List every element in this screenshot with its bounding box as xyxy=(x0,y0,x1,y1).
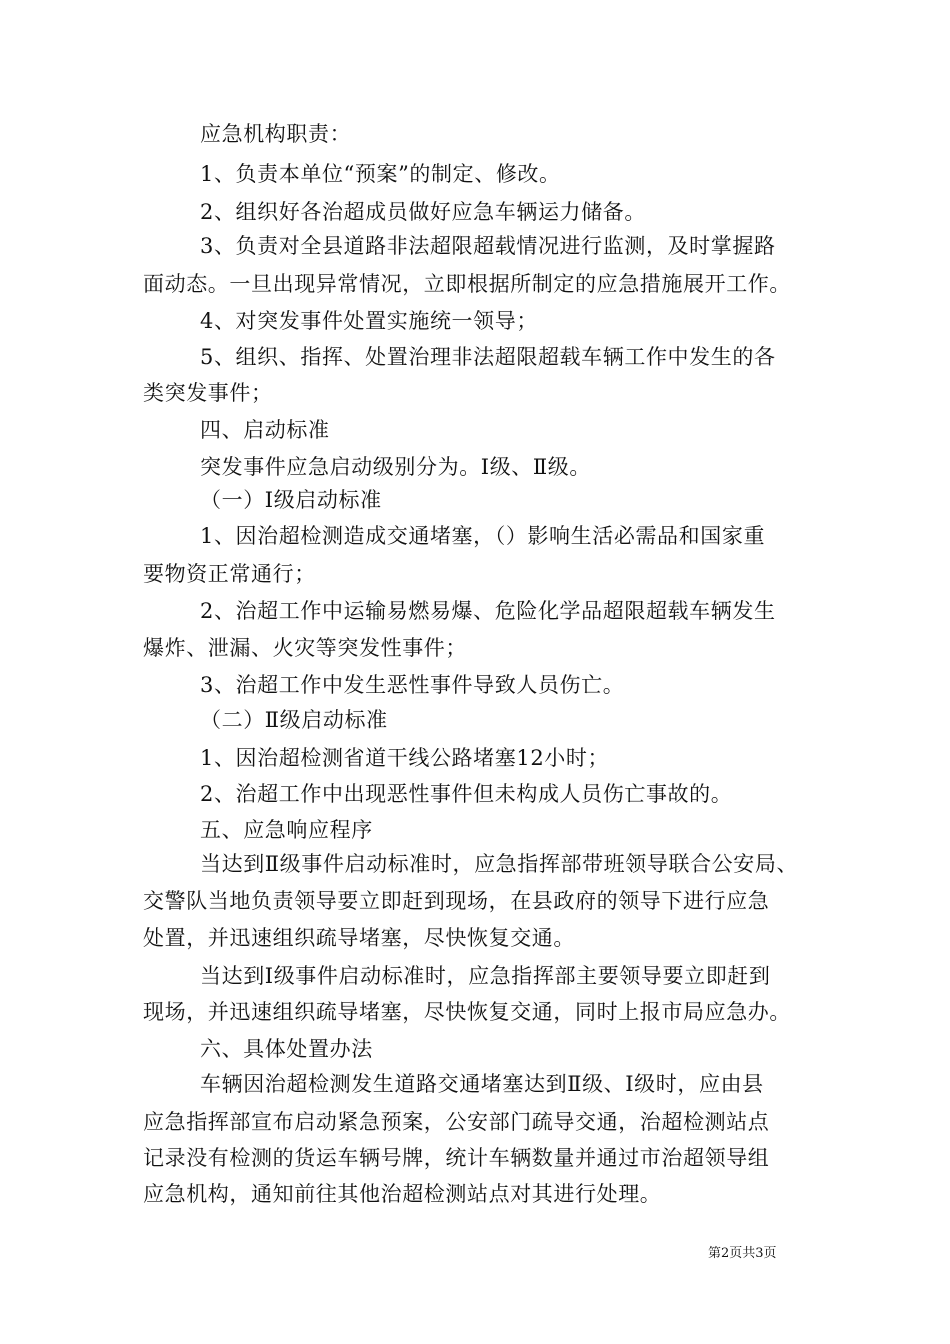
text-line-2: 1、负责本单位“预案”的制定、修改。 xyxy=(200,162,561,186)
text-line-7: 5、组织、指挥、处置治理非法超限超载车辆工作中发生的各 xyxy=(200,345,776,369)
text-line-28: 应急指挥部宣布启动紧急预案，公安部门疏导交通，治超检测站点 xyxy=(143,1110,770,1134)
text-line-1: 应急机构职责： xyxy=(200,122,352,146)
text-line-4: 3、负责对全县道路非法超限超载情况进行监测，及时掌握路 xyxy=(200,234,776,258)
text-line-26: 六、具体处置办法 xyxy=(200,1037,373,1061)
text-line-22: 交警队当地负责领导要立即赶到现场，在县政府的领导下进行应急 xyxy=(143,889,770,913)
text-line-15: 爆炸、泄漏、火灾等突发性事件； xyxy=(143,636,467,660)
text-line-17: （二）Ⅱ级启动标准 xyxy=(200,708,388,732)
text-line-24: 当达到Ⅰ级事件启动标准时，应急指挥部主要领导要立即赶到 xyxy=(200,964,771,988)
text-line-30: 应急机构，通知前往其他治超检测站点对其进行处理。 xyxy=(143,1182,662,1206)
page-number: 第2页共3页 xyxy=(708,1246,777,1261)
text-line-25: 现场，并迅速组织疏导堵塞，尽快恢复交通，同时上报市局应急办。 xyxy=(143,1000,791,1024)
text-line-3: 2、组织好各治超成员做好应急车辆运力储备。 xyxy=(200,200,646,224)
text-line-8: 类突发事件； xyxy=(143,381,273,405)
text-line-18: 1、因治超检测省道干线公路堵塞12小时； xyxy=(200,746,610,770)
text-line-19: 2、治超工作中出现恶性事件但未构成人员伤亡事故的。 xyxy=(200,782,733,806)
text-line-9: 四、启动标准 xyxy=(200,418,330,442)
text-line-11: （一）Ⅰ级启动标准 xyxy=(200,488,382,512)
text-line-5: 面动态。一旦出现异常情况，立即根据所制定的应急措施展开工作。 xyxy=(143,272,791,296)
text-line-20: 五、应急响应程序 xyxy=(200,818,373,842)
text-line-10: 突发事件应急启动级别分为。Ⅰ级、Ⅱ级。 xyxy=(200,455,591,479)
text-line-14: 2、治超工作中运输易燃易爆、危险化学品超限超载车辆发生 xyxy=(200,599,776,623)
text-line-16: 3、治超工作中发生恶性事件导致人员伤亡。 xyxy=(200,673,625,697)
text-line-13: 要物资正常通行； xyxy=(143,562,316,586)
text-line-21: 当达到Ⅱ级事件启动标准时，应急指挥部带班领导联合公安局、 xyxy=(200,852,799,876)
text-line-23: 处置，并迅速组织疏导堵塞，尽快恢复交通。 xyxy=(143,926,575,950)
text-line-6: 4、对突发事件处置实施统一领导； xyxy=(200,309,538,333)
text-line-29: 记录没有检测的货运车辆号牌，统计车辆数量并通过市治超领导组 xyxy=(143,1146,770,1170)
text-line-27: 车辆因治超检测发生道路交通堵塞达到Ⅱ级、Ⅰ级时，应由县 xyxy=(200,1072,764,1096)
text-line-12: 1、因治超检测造成交通堵塞，（）影响生活必需品和国家重 xyxy=(200,524,766,548)
